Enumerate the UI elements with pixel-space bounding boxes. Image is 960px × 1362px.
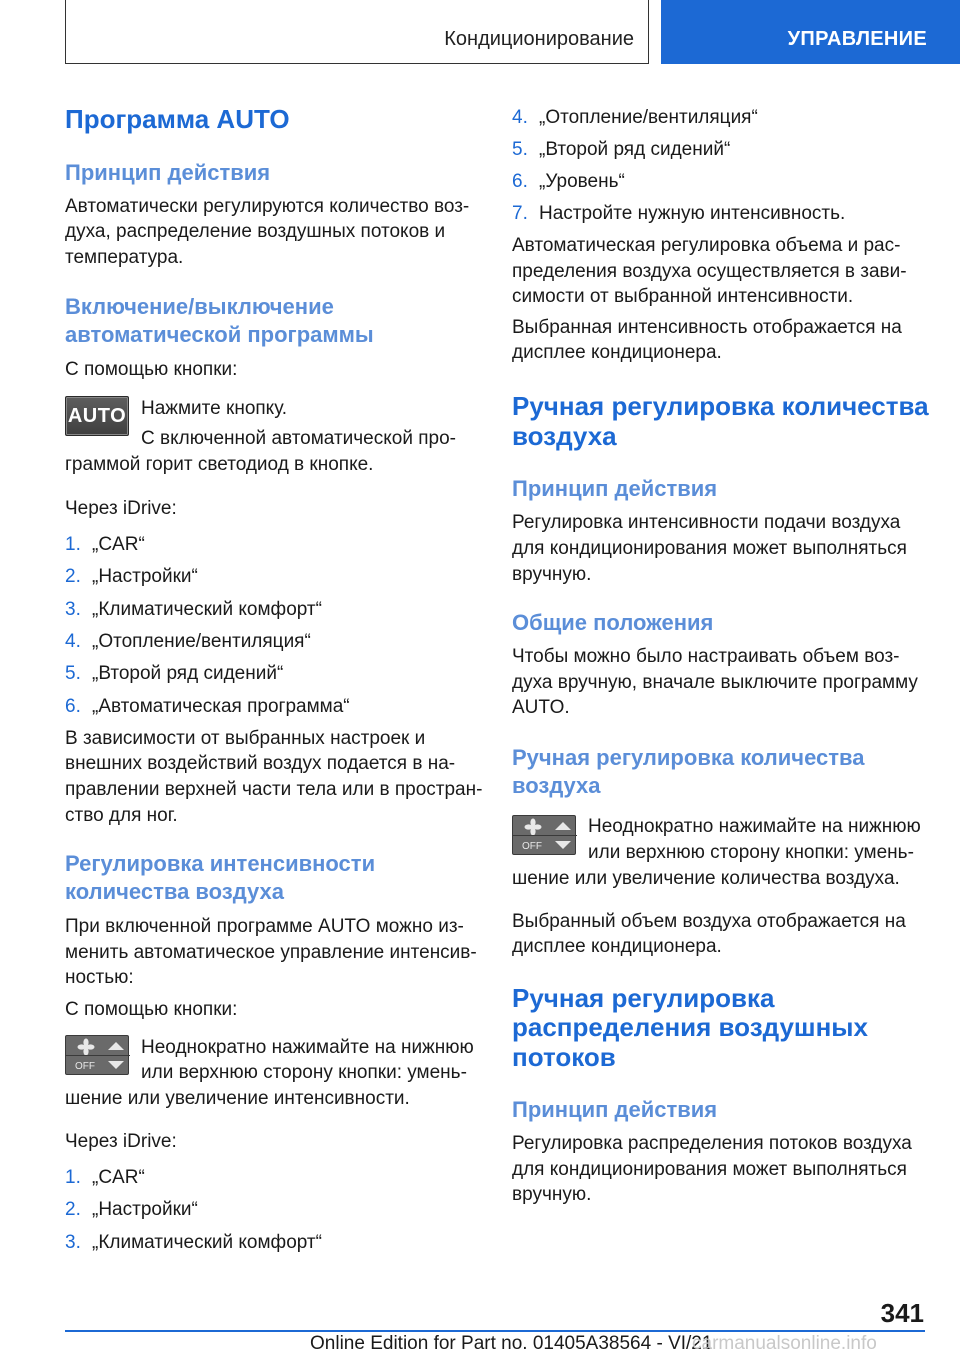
list-number: 3. [65, 599, 81, 620]
footer-divider [65, 1330, 925, 1332]
list-item [512, 168, 625, 196]
paragraph-line: симости от выбранной интенсивности. [512, 286, 854, 307]
list-number: 6. [65, 696, 81, 717]
paragraph-line: Выбранный объем воздуха отображается на [512, 911, 906, 932]
list-item [65, 628, 311, 656]
paragraph-line: AUTO. [512, 697, 570, 718]
fan-icon [66, 1036, 130, 1076]
page-title: Программа AUTO [65, 104, 290, 134]
page-number: 341 [880, 1298, 924, 1328]
title-manual-air-quantity: Ручная регулировка количества [512, 391, 929, 421]
footer-edition: Online Edition for Part no. 01405A38564 - VI/21 [310, 1333, 713, 1354]
list-item [65, 563, 198, 591]
section-heading-principle: Принцип действия [512, 1097, 718, 1122]
section-heading-intensity-line2: количества воздуха [65, 879, 284, 904]
auto-button-label: AUTO [67, 405, 127, 427]
list-item [65, 531, 145, 559]
paragraph-line: Чтобы можно было настраивать объем воз‐ [512, 646, 900, 667]
paragraph-line: граммой горит светодиод в кнопке. [65, 454, 374, 475]
paragraph-line: Регулировка интенсивности подачи воздуха [512, 512, 901, 533]
section-heading-general: Общие положения [512, 610, 714, 635]
paragraph-line: правлении верхней части тела или в простран‐ [65, 779, 483, 800]
paragraph-line: пределения воздуха осуществляется в зави‐ [512, 261, 907, 282]
list-number: 5. [65, 663, 81, 684]
paragraph-line: В зависимости от выбранных настроек и [65, 728, 426, 749]
header-chapter-tab [661, 0, 960, 64]
header-chapter-title: УПРАВЛЕНИЕ [787, 28, 927, 50]
list-number: 6. [512, 171, 528, 192]
section-heading-intensity: Регулировка интенсивности [65, 851, 376, 876]
list-number: 2. [65, 1199, 81, 1220]
list-number: 7. [512, 203, 528, 224]
paragraph-line: Автоматическая регулировка объема и рас‐ [512, 235, 901, 256]
header-section-title: Кондиционирование [444, 28, 634, 50]
list-item [65, 1196, 198, 1224]
paragraph-line: При включенной программе AUTO можно из‐ [65, 916, 464, 937]
list-text: „Автоматическая программа“ [92, 696, 350, 717]
title-manual-air-quantity-line2: воздуха [512, 421, 617, 451]
title-manual-distribution: Ручная регулировка [512, 983, 775, 1013]
auto-button-icon [65, 396, 129, 436]
fan-off-label: OFF [75, 1061, 95, 1072]
section-heading-principle: Принцип действия [65, 160, 271, 185]
list-number: 2. [65, 566, 81, 587]
list-text: „Климатический комфорт“ [92, 599, 322, 620]
paragraph-line: вручную. [512, 564, 592, 585]
list-item [65, 1164, 145, 1192]
list-item [512, 200, 845, 228]
paragraph-line: дисплее кондиционера. [512, 342, 722, 363]
list-number: 5. [512, 139, 528, 160]
section-heading-onoff: Включение/выключение [65, 294, 334, 319]
list-number: 4. [65, 631, 81, 652]
fan-off-label: OFF [522, 841, 542, 852]
list-text: „CAR“ [92, 534, 145, 555]
paragraph-line: Нажмите кнопку. [141, 398, 288, 419]
list-number: 1. [65, 1167, 81, 1188]
paragraph-line: С помощью кнопки: [65, 999, 238, 1020]
list-number: 1. [65, 534, 81, 555]
header-section-tab [65, 0, 649, 64]
footer-watermark: carmanualsonline.info [692, 1333, 877, 1354]
list-item [65, 660, 283, 688]
section-heading-manual-line2: воздуха [512, 773, 601, 798]
paragraph-line: ство для ног. [65, 805, 178, 826]
section-heading-onoff-line2: автоматической программы [65, 322, 374, 347]
paragraph-line: или верхнюю сторону кнопки: умень‐ [141, 1062, 467, 1083]
list-text: „Климатический комфорт“ [92, 1232, 322, 1253]
paragraph-line: шение или увеличение интенсивности. [65, 1088, 410, 1109]
paragraph-line: Регулировка распределения потоков воздуха [512, 1133, 912, 1154]
list-number: 3. [65, 1232, 81, 1253]
paragraph-line: Автоматически регулируются количество воз‐ [65, 196, 470, 217]
list-number: 4. [512, 107, 528, 128]
fan-button-icon [65, 1035, 129, 1075]
list-text: „Настройки“ [92, 1199, 198, 1220]
paragraph-line: Через iDrive: [65, 498, 177, 519]
list-item [65, 1229, 322, 1257]
list-text: Настройте нужную интенсивность. [539, 203, 846, 224]
paragraph-line: Выбранная интенсивность отображается на [512, 317, 902, 338]
paragraph-line: Неоднократно нажимайте на нижнюю [141, 1037, 474, 1058]
fan-icon [513, 816, 577, 856]
fan-button-icon [512, 815, 576, 855]
list-text: „CAR“ [92, 1167, 145, 1188]
list-item [512, 136, 730, 164]
paragraph-line: дисплее кондиционера. [512, 936, 722, 957]
paragraph-line: для кондиционирования может выполняться [512, 538, 907, 559]
paragraph-line: шение или увеличение количества воздуха. [512, 868, 900, 889]
list-item [512, 104, 758, 132]
paragraph-line: для кондиционирования может выполняться [512, 1159, 907, 1180]
section-heading-manual: Ручная регулировка количества [512, 745, 865, 770]
paragraph-line: С включенной автоматической про‐ [141, 428, 456, 449]
section-heading-principle: Принцип действия [512, 476, 718, 501]
paragraph-line: внешних воздействий воздух подается в на‐ [65, 753, 456, 774]
list-text: „Настройки“ [92, 566, 198, 587]
paragraph-line: Через iDrive: [65, 1131, 177, 1152]
list-text: „Уровень“ [539, 171, 625, 192]
paragraph-line: духа вручную, вначале выключите программу [512, 672, 918, 693]
list-item [65, 596, 322, 624]
paragraph-line: вручную. [512, 1184, 592, 1205]
paragraph-line: ностью: [65, 967, 134, 988]
list-item [65, 693, 350, 721]
paragraph-line: или верхнюю сторону кнопки: умень‐ [588, 842, 914, 863]
list-text: „Отопление/вентиляция“ [539, 107, 758, 128]
list-text: „Второй ряд сидений“ [539, 139, 731, 160]
paragraph-line: С помощью кнопки: [65, 359, 238, 380]
list-text: „Второй ряд сидений“ [92, 663, 284, 684]
title-manual-distribution-line3: потоков [512, 1042, 616, 1072]
title-manual-distribution-line2: распределения воздушных [512, 1012, 868, 1042]
paragraph-line: температура. [65, 247, 184, 268]
paragraph-line: Неоднократно нажимайте на нижнюю [588, 816, 921, 837]
paragraph-line: менить автоматическое управление интенсив‐ [65, 942, 477, 963]
paragraph-line: духа, распределение воздушных потоков и [65, 221, 446, 242]
list-text: „Отопление/вентиляция“ [92, 631, 311, 652]
